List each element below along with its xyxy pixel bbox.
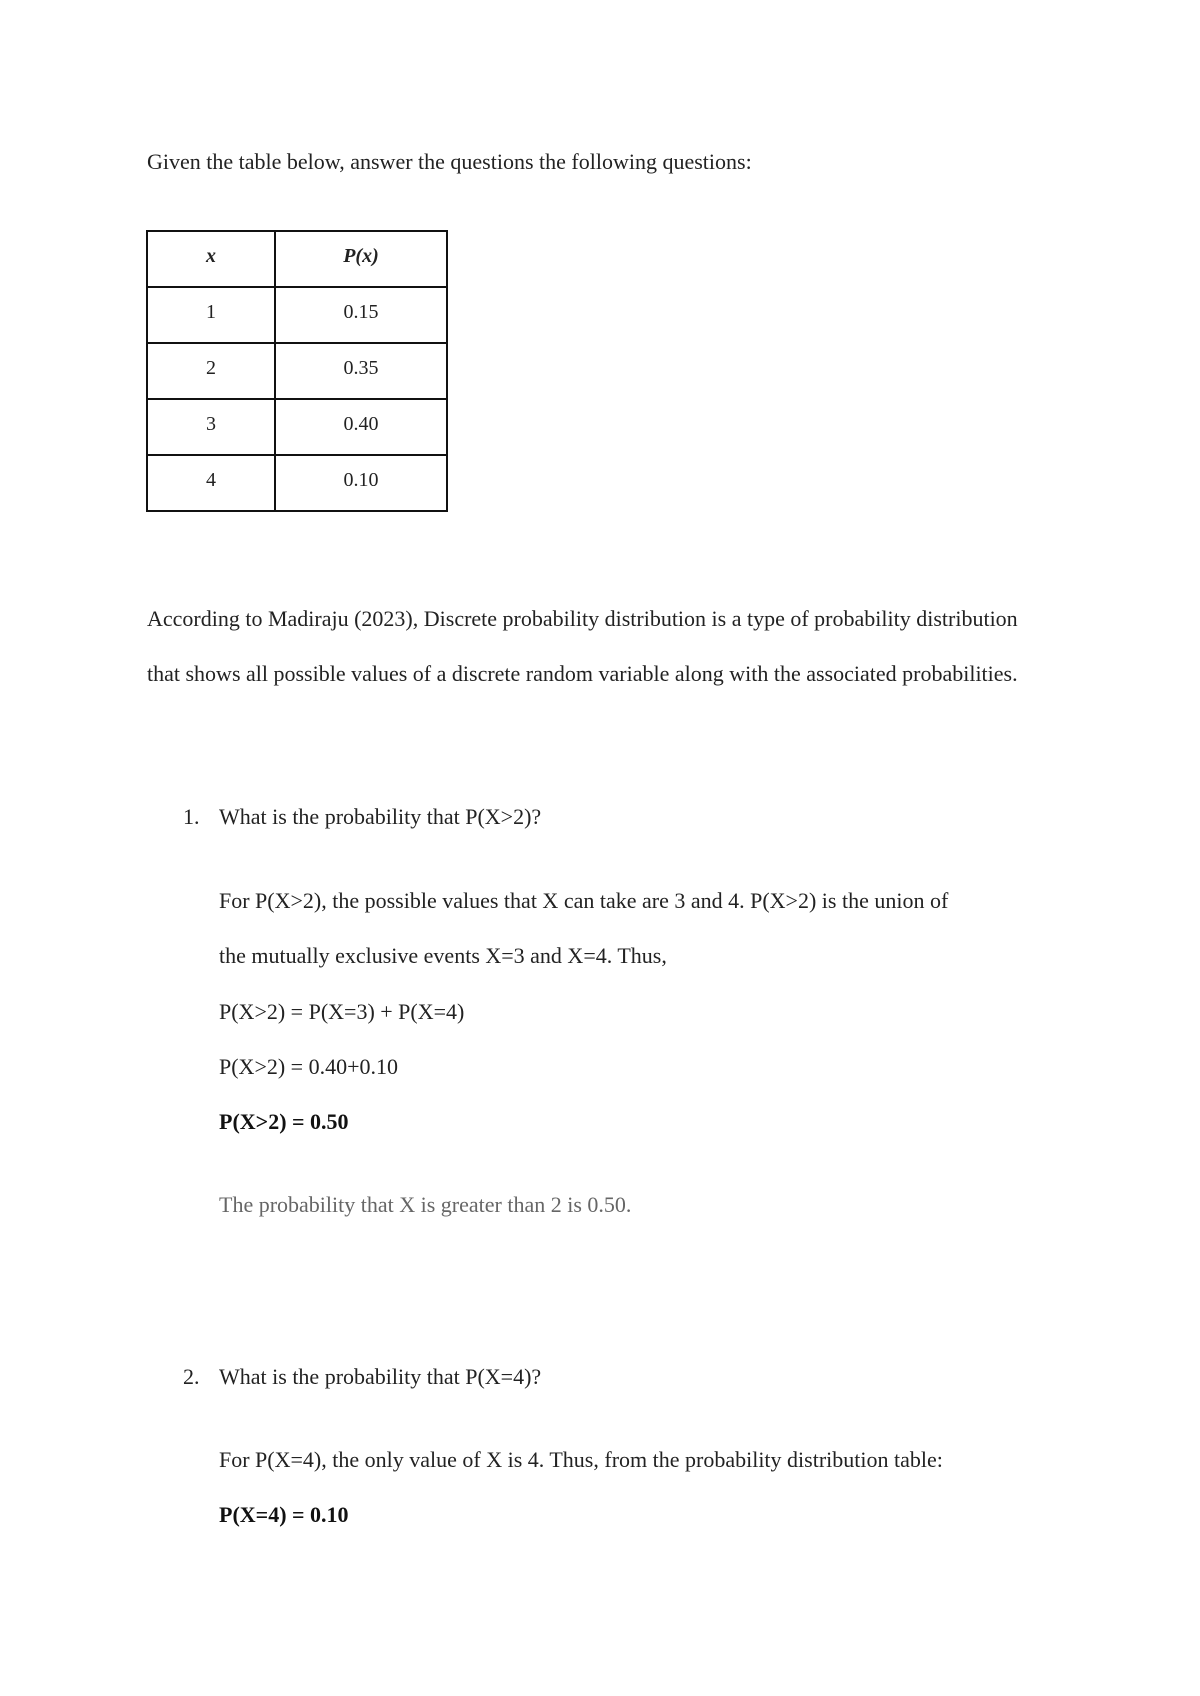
question-1-step1: P(X>2) = P(X=3) + P(X=4) xyxy=(219,999,465,1024)
table-row xyxy=(147,287,447,343)
intro-text: Given the table below, answer the questions the following questions: xyxy=(147,149,752,174)
question-2-explanation-line1: For P(X=4), the only value of X is 4. Thus, from the probability distribution table: xyxy=(219,1447,943,1472)
table-cell-x: 2 xyxy=(147,343,275,399)
question-1-explanation-line1: For P(X>2), the possible values that X can take are 3 and 4. P(X>2) is the union of xyxy=(219,888,949,913)
question-1-explanation-line2: the mutually exclusive events X=3 and X=4. Thus, xyxy=(219,943,667,968)
table-cell-px: 0.40 xyxy=(275,399,447,455)
question-1-step2: P(X>2) = 0.40+0.10 xyxy=(219,1054,398,1079)
table-cell-x: 4 xyxy=(147,455,275,511)
table-row xyxy=(147,343,447,399)
definition-paragraph: According to Madiraju (2023), Discrete probability distribution is a type of probability distribution that shows all possible values of a discrete random variable along with the associated probabilities. xyxy=(147,606,1018,686)
table-row xyxy=(147,455,447,511)
question-2-number: 2. xyxy=(183,1364,200,1389)
question-1-text: What is the probability that P(X>2)? xyxy=(219,804,542,829)
table-cell-x: 3 xyxy=(147,399,275,455)
table-cell-px: 0.35 xyxy=(275,343,447,399)
question-2-result: P(X=4) = 0.10 xyxy=(219,1502,349,1527)
table-header-x: x xyxy=(147,231,275,287)
table-cell-px: 0.15 xyxy=(275,287,447,343)
table-header-row xyxy=(147,231,447,287)
table-header-px: P(x) xyxy=(275,231,447,287)
question-1-conclusion: The probability that X is greater than 2 is 0.50. xyxy=(219,1192,632,1217)
probability-table xyxy=(146,230,448,512)
question-1-result: P(X>2) = 0.50 xyxy=(219,1109,349,1134)
table-cell-x: 1 xyxy=(147,287,275,343)
table-row xyxy=(147,399,447,455)
question-2-text: What is the probability that P(X=4)? xyxy=(219,1364,542,1389)
table-cell-px: 0.10 xyxy=(275,455,447,511)
question-1-number: 1. xyxy=(183,804,200,829)
